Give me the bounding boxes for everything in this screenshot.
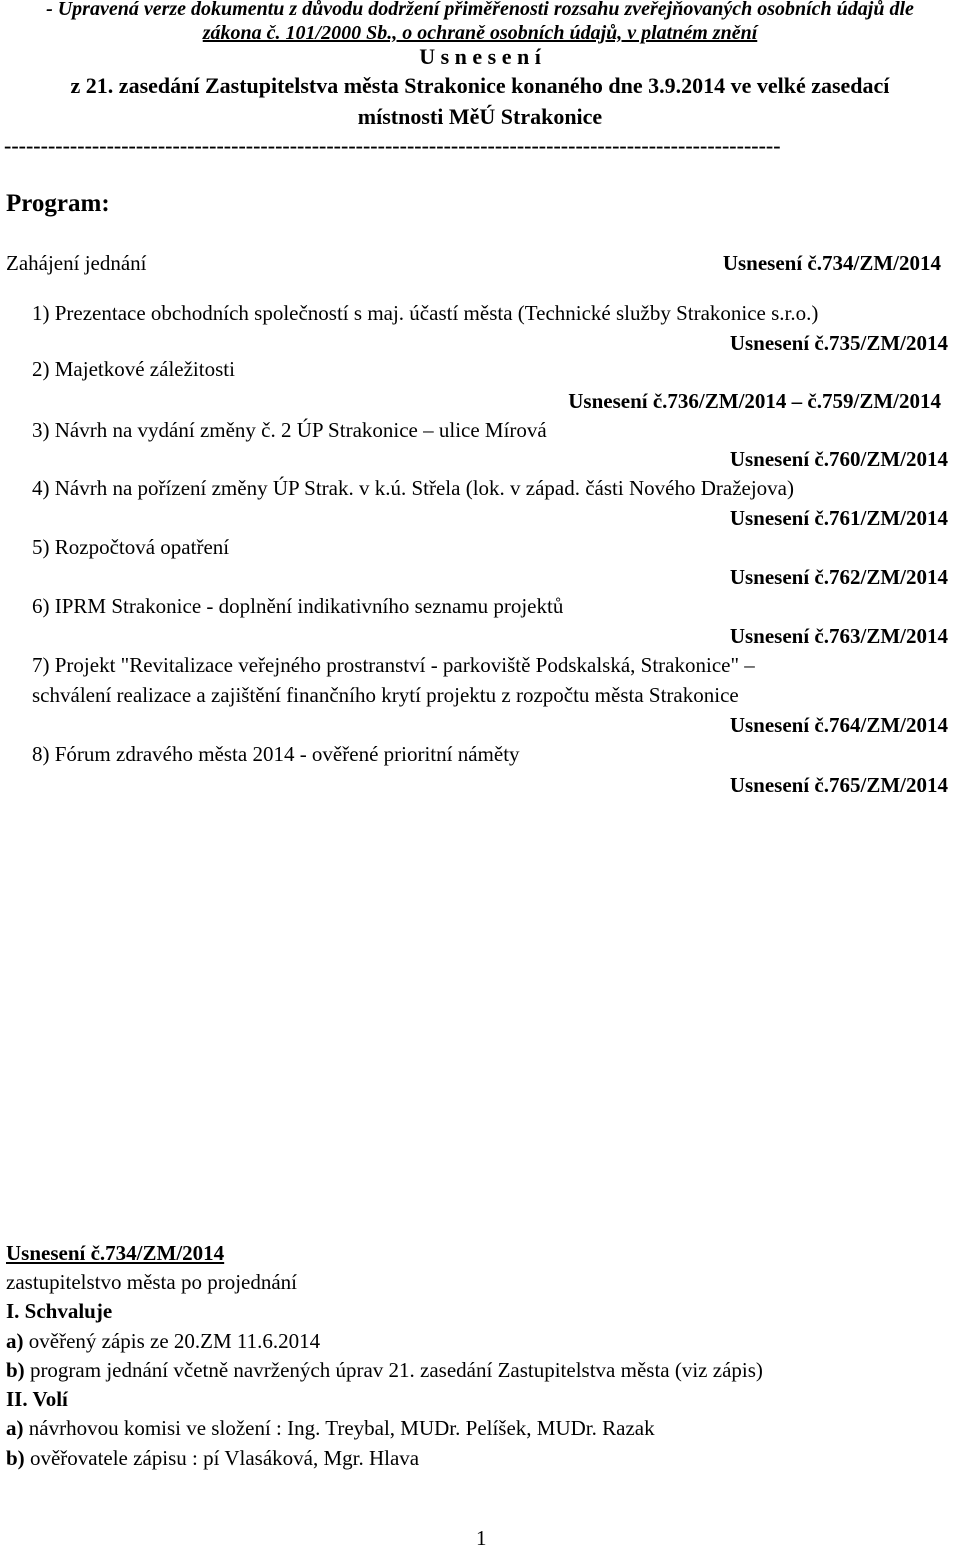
program-item-5-resolution: Usnesení č.762/ZM/2014 — [729, 565, 948, 589]
program-item-4-resolution: Usnesení č.761/ZM/2014 — [729, 506, 948, 530]
privacy-notice-line1 — [0, 0, 960, 21]
document-subtitle-line1: z 21. zasedání Zastupitelstva města Strakonice konaného dne 3.9.2014 ve velké zasedací — [70, 73, 890, 98]
program-item-1-resolution: Usnesení č.735/ZM/2014 — [729, 331, 948, 355]
privacy-notice-line2 — [0, 21, 960, 45]
resolution-number: Usnesení č.734/ZM/2014 — [6, 1241, 225, 1265]
program-item-7: 7) Projekt "Revitalizace veřejného prostranství - parkoviště Podskalská, Strakonice" – — [32, 653, 755, 677]
page-number: 1 — [476, 1526, 487, 1550]
approves-item-b-text: program jednání včetně navržených úprav 21. zasedání Zastupitelstva města (viz zápis) — [24, 1358, 763, 1382]
program-item-8-resolution: Usnesení č.765/ZM/2014 — [729, 773, 948, 797]
document-subtitle-line2: místnosti MěÚ Strakonice — [357, 104, 603, 129]
program-item-1: 1) Prezentace obchodních společností s maj. účastí města (Technické služby Strakonice s.r.o.) — [32, 301, 819, 325]
section-elects-heading: II. Volí — [6, 1387, 68, 1411]
approves-item-b — [6, 1358, 763, 1383]
opening-label: Zahájení jednání — [6, 251, 147, 275]
program-item-3-resolution: Usnesení č.760/ZM/2014 — [729, 447, 948, 471]
resolution-intro: zastupitelstvo města po projednání — [6, 1270, 298, 1294]
elects-item-b-label: b) — [6, 1446, 25, 1470]
approves-item-a — [6, 1329, 320, 1354]
program-item-6: 6) IPRM Strakonice - doplnění indikativního seznamu projektů — [32, 594, 564, 618]
program-item-8: 8) Fórum zdravého města 2014 - ověřené prioritní náměty — [32, 742, 520, 766]
privacy-notice-text2: zákona č. 101/2000 Sb., o ochraně osobních údajů, v platném znění — [202, 22, 758, 44]
approves-item-a-text: ověřený zápis ze 20.ZM 11.6.2014 — [23, 1329, 321, 1353]
approves-item-b-label: b) — [6, 1358, 25, 1382]
program-item-7-continuation: schválení realizace a zajištění finančního krytí projektu z rozpočtu města Strakonice — [32, 683, 739, 707]
program-item-6-resolution: Usnesení č.763/ZM/2014 — [729, 624, 948, 648]
dashed-separator — [4, 133, 894, 158]
approves-item-a-label: a) — [6, 1329, 24, 1353]
elects-item-b — [6, 1446, 419, 1471]
program-item-4: 4) Návrh na pořízení změny ÚP Strak. v k.ú. Střela (lok. v západ. části Nového Dražejova) — [32, 476, 794, 500]
elects-item-a-text: návrhovou komisi ve složení : Ing. Treybal, MUDr. Pelíšek, MUDr. Razak — [23, 1416, 655, 1440]
program-item-3: 3) Návrh na vydání změny č. 2 ÚP Strakonice – ulice Mírová — [32, 418, 547, 442]
opening-resolution: Usnesení č.734/ZM/2014 — [722, 251, 941, 275]
elects-item-a-label: a) — [6, 1416, 24, 1440]
separator-dashes: ---------------------------------------------------------------------------------------------------------- — [4, 133, 781, 158]
section-approves-heading: I. Schvaluje — [6, 1299, 113, 1323]
program-item-5: 5) Rozpočtová opatření — [32, 535, 230, 559]
program-heading: Program: — [6, 190, 110, 217]
elects-item-b-text: ověřovatele zápisu : pí Vlasáková, Mgr. Hlava — [24, 1446, 420, 1470]
program-item-7-resolution: Usnesení č.764/ZM/2014 — [729, 713, 948, 737]
program-item-2: 2) Majetkové záležitosti — [32, 357, 235, 381]
program-item-2-resolution: Usnesení č.736/ZM/2014 – č.759/ZM/2014 — [568, 389, 941, 413]
document-title: U s n e s e n í — [419, 44, 541, 69]
elects-item-a — [6, 1416, 655, 1441]
privacy-notice-text1: - Upravená verze dokumentu z důvodu dodržení přiměřenosti rozsahu zveřejňovaných osobních údajů dle — [46, 0, 914, 20]
